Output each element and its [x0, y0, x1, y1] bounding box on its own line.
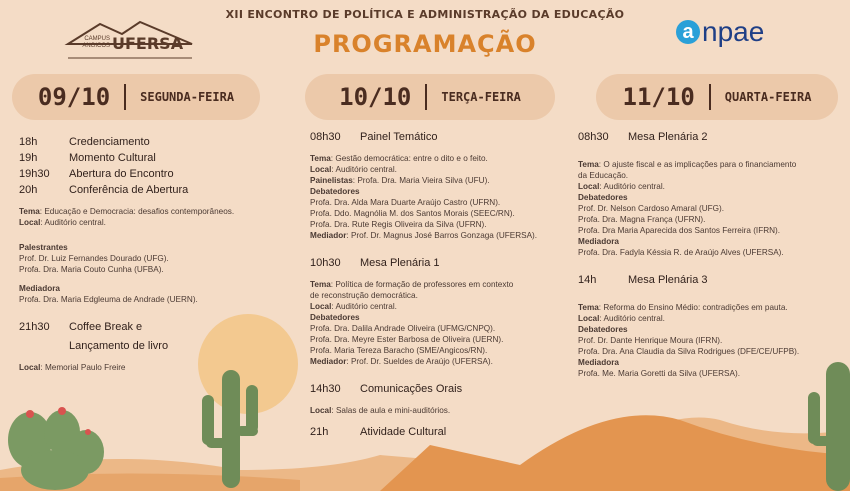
mediador-text: : Prof. Dr. Magnus José Barros Gonzaga (UFERSA). [346, 231, 538, 240]
debatedores-label: Debatedores [310, 313, 360, 322]
column-day-2 [310, 129, 570, 440]
logo-campus: CAMPUS [84, 36, 110, 42]
event-name: Comunicações Orais [360, 383, 463, 395]
event-name: Coffee Break e [69, 321, 143, 333]
tema-line [310, 153, 570, 164]
tema-text: : O ajuste fiscal e as implicações para o financiamento [598, 160, 797, 169]
local-label: Local [578, 182, 600, 191]
mediador-label: Mediador [310, 357, 347, 366]
day-pill-2 [305, 74, 555, 120]
day-date: 11/10 [622, 83, 695, 111]
painelistas-text: : Profa. Dra. Maria Vieira Silva (UFU). [352, 176, 490, 185]
event-name: Abertura do Encontro [69, 168, 174, 180]
event-row [310, 381, 570, 397]
tema-text: : Gestão democrática: entre o dito e o feito. [330, 154, 488, 163]
event-row [578, 129, 840, 145]
anpae-logo [676, 16, 764, 48]
day-date: 09/10 [37, 83, 111, 111]
local-line [578, 181, 840, 192]
mediadora-label: Mediadora [578, 358, 619, 367]
debatedor-item: Profa. Dra Maria Aparecida dos Santos Ferreira (IFRN). [578, 226, 781, 235]
day-date: 10/10 [339, 83, 412, 111]
mediadora-name: Profa. Dra. Fadyla Késsia R. de Araújo Alves (UFERSA). [578, 248, 784, 257]
day-pill-3 [596, 74, 838, 120]
local-line [310, 405, 570, 416]
painelistas-label: Painelistas [310, 176, 353, 185]
debatedor-item: Profa. Maria Tereza Baracho (SME/Angicos/RN). [310, 346, 488, 355]
day-weekday: SEGUNDA-FEIRA [140, 90, 235, 104]
event-row [19, 182, 289, 198]
tema-line [310, 279, 570, 290]
day-pill-1 [12, 74, 260, 120]
event-time: 08h30 [310, 131, 341, 143]
palestrante-item: Profa. Dra. Maria Couto Cunha (UFBA). [19, 265, 164, 274]
event-time: 14h30 [310, 383, 341, 395]
mediadora-name: Profa. Me. Maria Goretti da Silva (UFERSA). [578, 369, 740, 378]
debatedor-item: Profa. Ddo. Magnólia M. dos Santos Morais (SEEC/RN). [310, 209, 515, 218]
local-label: Local [19, 218, 41, 227]
local-text: : Auditório central. [599, 314, 665, 323]
local-text: : Memorial Paulo Freire [40, 363, 126, 372]
mediador-label: Mediador [310, 231, 347, 240]
tema-line-continued: da Educação. [578, 171, 629, 180]
day-separator [425, 84, 427, 110]
event-name: Conferência de Abertura [69, 184, 189, 196]
tema-label: Tema [578, 160, 599, 169]
event-time: 21h [310, 426, 329, 438]
tema-label: Tema [310, 154, 331, 163]
mediador-line [310, 230, 570, 241]
debatedores-label: Debatedores [578, 193, 628, 202]
event-name: Atividade Cultural [360, 426, 447, 438]
day-weekday: QUARTA-FEIRA [724, 90, 812, 104]
palestrantes-label: Palestrantes [19, 243, 68, 252]
local-text: : Auditório central. [331, 165, 397, 174]
local-line [19, 217, 289, 228]
program-title: PROGRAMAÇÃO [313, 30, 537, 58]
debatedores-label: Debatedores [310, 187, 360, 196]
debatedor-item: Profa. Dra. Dalila Andrade Oliveira (UFMG/CNPQ). [310, 324, 496, 333]
event-time: 19h30 [19, 168, 50, 180]
column-day-1 [19, 134, 289, 373]
tema-line [19, 206, 289, 217]
anpae-text: npae [702, 16, 765, 47]
event-row [19, 150, 289, 166]
local-line [578, 313, 840, 324]
anpae-mark-icon: a [676, 20, 700, 44]
tema-label: Tema [310, 280, 331, 289]
local-text: : Auditório central. [40, 218, 106, 227]
event-time: 08h30 [578, 131, 609, 143]
local-label: Local [310, 406, 332, 415]
mediador-line [310, 356, 570, 367]
debatedor-item: Profa. Dra. Magna França (UFRN). [578, 215, 706, 224]
event-row [310, 424, 570, 440]
debatedores-label: Debatedores [578, 325, 628, 334]
ufersa-logo [60, 14, 200, 62]
event-row [19, 166, 289, 182]
mediadora-label: Mediadora [19, 284, 60, 293]
tema-line [578, 159, 840, 170]
local-line [310, 301, 570, 312]
local-label: Local [310, 302, 332, 311]
event-time: 19h [19, 152, 38, 164]
tema-line-continued: de reconstrução democrática. [310, 291, 418, 300]
event-name-continued: Lançamento de livro [69, 340, 169, 352]
event-row [19, 319, 289, 335]
event-name: Credenciamento [69, 136, 150, 148]
local-label: Local [310, 165, 332, 174]
event-name: Mesa Plenária 2 [628, 131, 708, 143]
event-row [310, 129, 570, 145]
tema-text: : Política de formação de professores em contexto [330, 280, 514, 289]
debatedor-item: Profa. Dra. Meyre Ester Barbosa de Oliveira (UERN). [310, 335, 504, 344]
tema-text: : Educação e Democracia: desafios contemporâneos. [39, 207, 235, 216]
local-line [19, 362, 289, 373]
event-time: 10h30 [310, 257, 341, 269]
local-text: : Auditório central. [331, 302, 397, 311]
local-label: Local [19, 363, 41, 372]
column-day-3 [578, 129, 840, 379]
tema-label: Tema [578, 303, 599, 312]
event-name: Painel Temático [360, 131, 438, 143]
painelistas-line [310, 175, 570, 186]
event-time: 20h [19, 184, 38, 196]
event-row [578, 272, 840, 288]
local-line [310, 164, 570, 175]
palestrante-item: Prof. Dr. Luiz Fernandes Dourado (UFG). [19, 254, 169, 263]
event-row-continued [19, 338, 289, 354]
event-name: Mesa Plenária 3 [628, 274, 708, 286]
event-row [310, 255, 570, 271]
debatedor-item: Prof. Dr. Nelson Cardoso Amaral (UFG). [578, 204, 725, 213]
event-name: Momento Cultural [69, 152, 156, 164]
day-separator [709, 84, 711, 110]
mediadora-label: Mediadora [578, 237, 619, 246]
local-text: : Auditório central. [599, 182, 665, 191]
debatedor-item: Profa. Dra. Rute Regis Oliveira da Silva (UFRN). [310, 220, 487, 229]
event-time: 18h [19, 136, 38, 148]
event-name: Mesa Plenária 1 [360, 257, 440, 269]
debatedor-item: Profa. Dra. Alda Mara Duarte Araújo Castro (UFRN). [310, 198, 501, 207]
mediador-text: : Prof. Dr. Sueldes de Araújo (UFERSA). [346, 357, 493, 366]
tema-line [578, 302, 840, 313]
mediadora-name: Profa. Dra. Maria Edgleuma de Andrade (UERN). [19, 295, 198, 304]
event-time: 21h30 [19, 321, 50, 333]
day-separator [124, 84, 126, 110]
debatedor-item: Profa. Dra. Ana Claudia da Silva Rodrigues (DFE/CE/UFPB). [578, 347, 800, 356]
event-title: XII ENCONTRO DE POLÍTICA E ADMINISTRAÇÃO DA EDUCAÇÃO [225, 8, 625, 21]
local-text: : Salas de aula e mini-auditórios. [331, 406, 451, 415]
event-row [19, 134, 289, 150]
event-time: 14h [578, 274, 597, 286]
local-label: Local [578, 314, 600, 323]
logo-ufersa: UFERSA [112, 34, 184, 53]
logo-angicos: ANGICOS [82, 43, 110, 49]
debatedor-item: Prof. Dr. Dante Henrique Moura (IFRN). [578, 336, 723, 345]
tema-label: Tema [19, 207, 40, 216]
day-weekday: TERÇA-FEIRA [441, 90, 521, 104]
tema-text: : Reforma do Ensino Médio: contradições em pauta. [598, 303, 788, 312]
